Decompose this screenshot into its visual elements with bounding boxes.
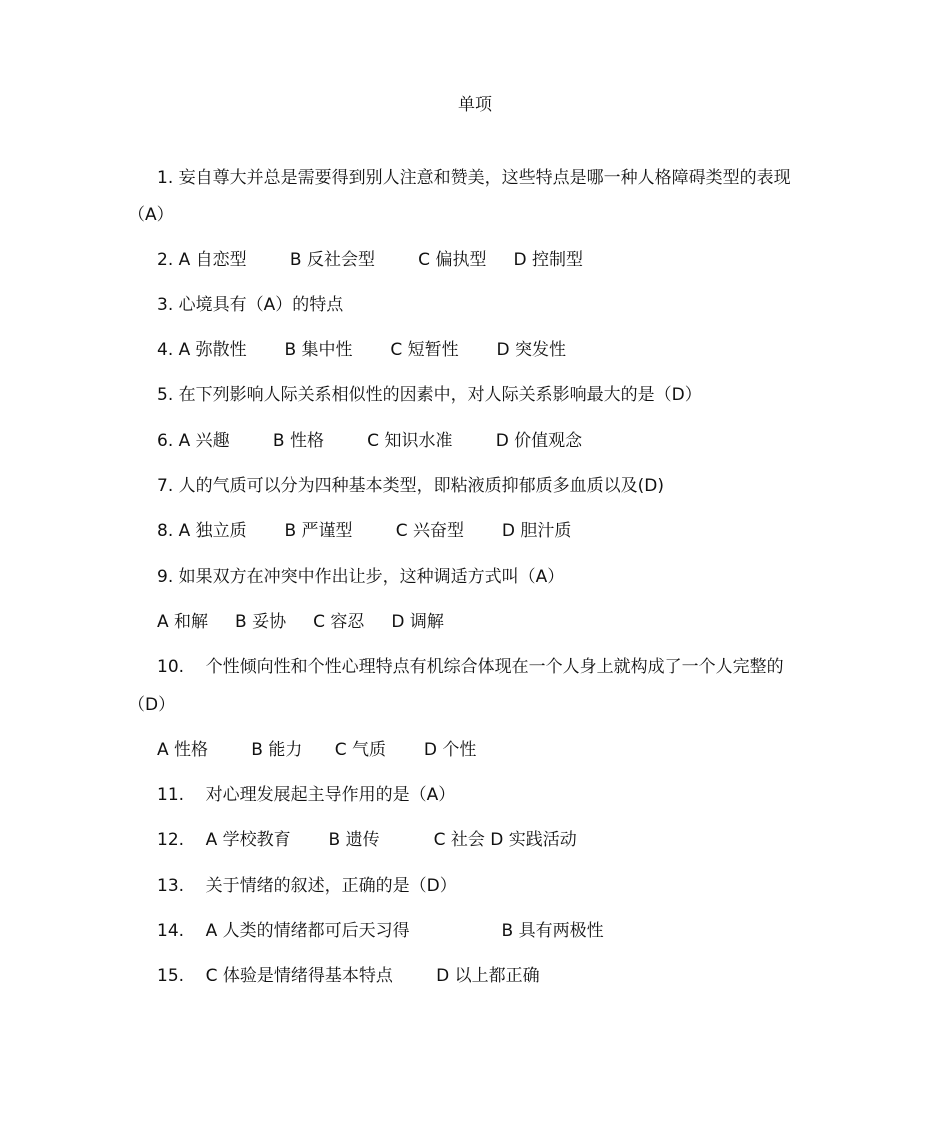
question-11: 11. 对心理发展起主导作用的是（A） [157,785,456,805]
question-9: 9. 如果双方在冲突中作出让步，这种调适方式叫（A） [157,567,565,587]
question-3: 3. 心境具有（A）的特点 [157,295,344,315]
question-1-answer: （A） [128,205,174,225]
question-10: 10. 个性倾向性和个性心理特点有机综合体现在一个人身上就构成了一个人完整的 [157,657,784,677]
question-15-options: 15. C 体验是情绪得基本特点 D 以上都正确 [157,966,540,986]
question-1: 1. 妄自尊大并总是需要得到别人注意和赞美，这些特点是哪一种人格障碍类型的表现 [157,168,791,188]
question-2-options: 2. A 自恋型 B 反社会型 C 偏执型 D 控制型 [157,250,583,270]
question-10-options: A 性格 B 能力 C 气质 D 个性 [157,740,477,760]
question-10-answer: （D） [128,695,176,715]
question-12-options: 12. A 学校教育 B 遗传 C 社会 D 实践活动 [157,830,577,850]
question-13: 13. 关于情绪的叙述，正确的是（D） [157,876,457,896]
question-14-options: 14. A 人类的情绪都可后天习得 B 具有两极性 [157,921,604,941]
question-6-options: 6. A 兴趣 B 性格 C 知识水准 D 价值观念 [157,431,583,451]
question-9-options: A 和解 B 妥协 C 容忍 D 调解 [157,612,444,632]
question-7: 7. 人的气质可以分为四种基本类型，即粘液质抑郁质多血质以及(D) [157,476,664,496]
question-8-options: 8. A 独立质 B 严谨型 C 兴奋型 D 胆汁质 [157,521,572,541]
page-title: 单项 [458,95,492,115]
question-5: 5. 在下列影响人际关系相似性的因素中，对人际关系影响最大的是（D） [157,385,702,405]
question-4-options: 4. A 弥散性 B 集中性 C 短暂性 D 突发性 [157,340,566,360]
